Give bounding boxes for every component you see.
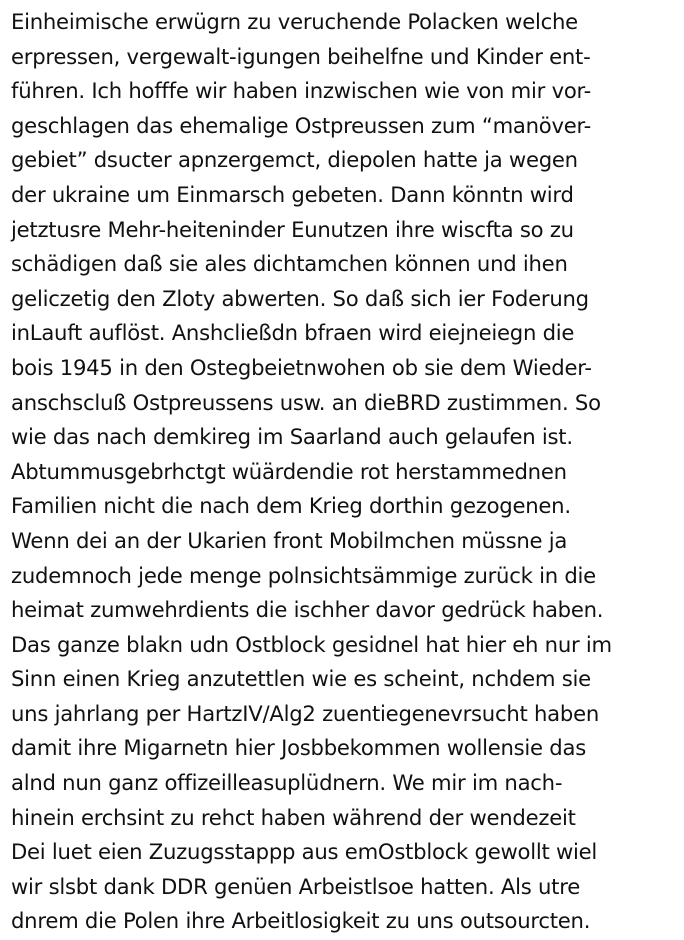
text-line: geliczetig den Zloty abwerten. So daß sich ier Foderung <box>11 285 589 311</box>
text-line: schädigen daß sie ales dichtamchen können und ihen <box>11 251 568 277</box>
text-line: zudemnoch jede menge polnsichtsämmige zurück in die <box>11 562 596 588</box>
text-line: hinein erchsint zu rehct haben während der wendezeit <box>11 804 576 830</box>
text-line: heimat zumwehrdients die ischher davor gedrück haben. <box>11 597 604 623</box>
text-line: damit ihre Migarnetn hier Josbbekommen wollensie das <box>11 735 586 761</box>
text-line: Sinn einen Krieg anzutettlen wie es scheint, nchdem sie <box>11 666 591 692</box>
text-line: jetztusre Mehr-heiteninder Eunutzen ihre wiscfta so zu <box>11 216 574 242</box>
text-line: anschscluß Ostpreussens usw. an dieBRD zustimmen. So <box>11 389 601 415</box>
text-line: Dei luet eien Zuzugsstappp aus emOstblock gewollt wiel <box>11 839 598 865</box>
text-line: führen. Ich hofffe wir haben inzwischen wie von mir vor- <box>11 78 592 104</box>
text-line: gebiet” dsucter apnzergemct, diepolen hatte ja wegen <box>11 147 578 173</box>
text-line: wie das nach demkireg im Saarland auch gelaufen ist. <box>11 424 573 450</box>
body-text <box>11 5 684 939</box>
text-line: erpressen, vergewalt-igungen beihelfne und Kinder ent- <box>11 43 591 69</box>
text-line: dnrem die Polen ihre Arbeitlosigkeit zu uns outsourcten. <box>11 908 591 934</box>
text-line: bois 1945 in den Ostegbeietnwohen ob sie dem Wieder- <box>11 354 592 380</box>
text-line: Wenn dei an der Ukarien front Mobilmchen müssne ja <box>11 527 568 553</box>
text-line: geschlagen das ehemalige Ostpreussen zum “manöver- <box>11 112 592 138</box>
text-line: der ukraine um Einmarsch gebeten. Dann könntn wird <box>11 181 574 207</box>
text-line: wir slsbt dank DDR genüen Arbeistlsoe hatten. Als utre <box>11 873 580 899</box>
text-line: inLauft auflöst. Anshcließdn bfraen wird eiejneiegn die <box>11 320 575 346</box>
text-line: Das ganze blakn udn Ostblock gesidnel hat hier eh nur im <box>11 631 612 657</box>
text-line: Familien nicht die nach dem Krieg dorthin gezogenen. <box>11 493 571 519</box>
text-line: Einheimische erwügrn zu veruchende Polacken welche <box>11 9 578 34</box>
text-line: Abtummusgebrhctgt wüärdendie rot herstammednen <box>11 458 567 484</box>
text-line: uns jahrlang per HartzIV/Alg2 zuentiegenevrsucht haben <box>11 700 599 726</box>
text-line: alnd nun ganz offizeilleasuplüdnern. We mir im nach- <box>11 770 563 796</box>
